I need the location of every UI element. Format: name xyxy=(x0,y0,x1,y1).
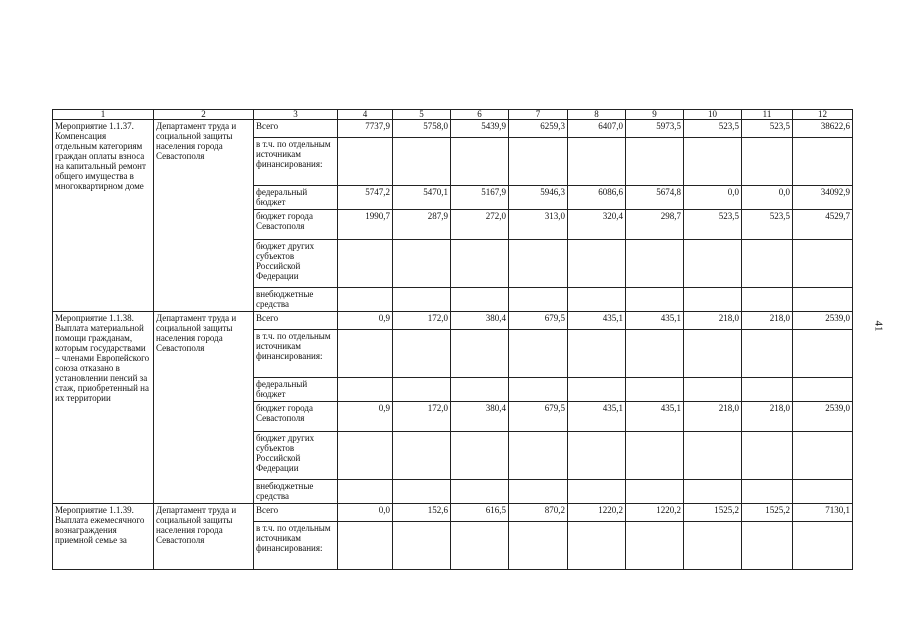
value-cell xyxy=(338,240,393,288)
funding-source-cell: федеральный бюджет xyxy=(254,186,338,210)
value-cell xyxy=(451,288,509,312)
value-cell xyxy=(793,432,853,480)
header-cell: 2 xyxy=(154,110,254,120)
value-cell: 5167,9 xyxy=(451,186,509,210)
value-cell: 7130,1 xyxy=(793,504,853,522)
header-cell: 6 xyxy=(451,110,509,120)
value-cell: 1220,2 xyxy=(568,504,626,522)
value-cell xyxy=(451,432,509,480)
value-cell xyxy=(742,240,793,288)
value-cell: 523,5 xyxy=(742,210,793,240)
value-cell xyxy=(684,378,742,402)
activity-cell: Мероприятие 1.1.38. Выплата материальной помощи гражданам, которым государствами – членами Европейского союза отказано в установлении пенсий за стаж, приобретенный на их территории xyxy=(53,312,154,504)
value-cell xyxy=(793,480,853,504)
header-cell: 1 xyxy=(53,110,154,120)
value-cell: 218,0 xyxy=(742,312,793,330)
value-cell xyxy=(684,480,742,504)
value-cell: 2539,0 xyxy=(793,312,853,330)
value-cell xyxy=(626,138,684,186)
value-cell: 6407,0 xyxy=(568,120,626,138)
value-cell: 6259,3 xyxy=(509,120,568,138)
value-cell: 1990,7 xyxy=(338,210,393,240)
funding-source-cell: бюджет города Севастополя xyxy=(254,402,338,432)
value-cell xyxy=(793,330,853,378)
value-cell xyxy=(684,330,742,378)
value-cell: 313,0 xyxy=(509,210,568,240)
value-cell xyxy=(742,432,793,480)
value-cell xyxy=(393,240,451,288)
value-cell xyxy=(793,378,853,402)
value-cell: 380,4 xyxy=(451,312,509,330)
value-cell: 5973,5 xyxy=(626,120,684,138)
value-cell xyxy=(793,522,853,570)
executor-cell: Департамент труда и социальной защиты населения города Севастополя xyxy=(154,504,254,570)
value-cell: 435,1 xyxy=(626,312,684,330)
value-cell xyxy=(626,522,684,570)
funding-source-cell: внебюджетные средства xyxy=(254,480,338,504)
header-cell: 11 xyxy=(742,110,793,120)
value-cell xyxy=(509,138,568,186)
value-cell xyxy=(793,138,853,186)
header-cell: 8 xyxy=(568,110,626,120)
value-cell xyxy=(568,378,626,402)
table-row xyxy=(53,504,853,522)
header-cell: 3 xyxy=(254,110,338,120)
value-cell: 0,0 xyxy=(742,186,793,210)
value-cell xyxy=(451,330,509,378)
header-cell: 4 xyxy=(338,110,393,120)
value-cell xyxy=(568,240,626,288)
value-cell xyxy=(338,480,393,504)
value-cell xyxy=(509,330,568,378)
value-cell xyxy=(509,480,568,504)
value-cell xyxy=(338,138,393,186)
value-cell: 523,5 xyxy=(684,210,742,240)
value-cell xyxy=(393,378,451,402)
value-cell xyxy=(451,522,509,570)
value-cell xyxy=(684,288,742,312)
value-cell: 2539,0 xyxy=(793,402,853,432)
value-cell: 435,1 xyxy=(568,312,626,330)
value-cell: 1525,2 xyxy=(742,504,793,522)
value-cell xyxy=(338,378,393,402)
value-cell: 5439,9 xyxy=(451,120,509,138)
value-cell: 380,4 xyxy=(451,402,509,432)
funding-source-cell: Всего xyxy=(254,504,338,522)
funding-source-cell: бюджет города Севастополя xyxy=(254,210,338,240)
value-cell: 435,1 xyxy=(568,402,626,432)
value-cell: 172,0 xyxy=(393,402,451,432)
funding-source-cell: бюджет других субъектов Российской Федерации xyxy=(254,240,338,288)
value-cell xyxy=(793,288,853,312)
value-cell: 320,4 xyxy=(568,210,626,240)
activity-cell: Мероприятие 1.1.39. Выплата ежемесячного вознаграждения приемной семье за xyxy=(53,504,154,570)
table-row xyxy=(53,312,853,330)
value-cell: 218,0 xyxy=(684,312,742,330)
value-cell: 0,9 xyxy=(338,312,393,330)
header-cell: 12 xyxy=(793,110,853,120)
value-cell: 435,1 xyxy=(626,402,684,432)
value-cell xyxy=(338,330,393,378)
value-cell xyxy=(626,288,684,312)
executor-cell: Департамент труда и социальной защиты населения города Севастополя xyxy=(154,312,254,504)
budget-table xyxy=(52,109,853,570)
value-cell xyxy=(742,480,793,504)
value-cell xyxy=(684,522,742,570)
value-cell xyxy=(393,432,451,480)
header-cell: 7 xyxy=(509,110,568,120)
value-cell: 5674,8 xyxy=(626,186,684,210)
value-cell xyxy=(451,480,509,504)
value-cell: 1220,2 xyxy=(626,504,684,522)
header-cell: 5 xyxy=(393,110,451,120)
value-cell: 679,5 xyxy=(509,402,568,432)
value-cell xyxy=(451,240,509,288)
value-cell: 0,9 xyxy=(338,402,393,432)
value-cell xyxy=(568,288,626,312)
value-cell: 38622,6 xyxy=(793,120,853,138)
value-cell xyxy=(338,432,393,480)
table-row xyxy=(53,120,853,138)
value-cell: 218,0 xyxy=(742,402,793,432)
value-cell xyxy=(742,378,793,402)
value-cell xyxy=(393,138,451,186)
funding-source-cell: Всего xyxy=(254,120,338,138)
value-cell xyxy=(393,288,451,312)
activity-cell: Мероприятие 1.1.37. Компенсация отдельным категориям граждан оплаты взноса на капитальный ремонт общего имущества в многоквартирном доме xyxy=(53,120,154,312)
value-cell xyxy=(626,480,684,504)
value-cell xyxy=(509,522,568,570)
value-cell xyxy=(626,330,684,378)
funding-source-cell: Всего xyxy=(254,312,338,330)
value-cell xyxy=(568,432,626,480)
header-cell: 10 xyxy=(684,110,742,120)
value-cell: 679,5 xyxy=(509,312,568,330)
funding-source-cell: в т.ч. по отдельным источникам финансирования: xyxy=(254,522,338,570)
value-cell: 152,6 xyxy=(393,504,451,522)
value-cell: 5758,0 xyxy=(393,120,451,138)
value-cell: 523,5 xyxy=(684,120,742,138)
value-cell: 298,7 xyxy=(626,210,684,240)
value-cell: 218,0 xyxy=(684,402,742,432)
value-cell: 287,9 xyxy=(393,210,451,240)
value-cell xyxy=(509,240,568,288)
value-cell: 5946,3 xyxy=(509,186,568,210)
value-cell xyxy=(509,432,568,480)
value-cell xyxy=(393,522,451,570)
value-cell xyxy=(742,330,793,378)
value-cell xyxy=(626,240,684,288)
funding-source-cell: федеральный бюджет xyxy=(254,378,338,402)
funding-source-cell: внебюджетные средства xyxy=(254,288,338,312)
header-cell: 9 xyxy=(626,110,684,120)
value-cell: 34092,9 xyxy=(793,186,853,210)
value-cell xyxy=(742,138,793,186)
value-cell: 523,5 xyxy=(742,120,793,138)
value-cell: 870,2 xyxy=(509,504,568,522)
value-cell xyxy=(338,522,393,570)
value-cell xyxy=(684,138,742,186)
value-cell: 0,0 xyxy=(338,504,393,522)
value-cell xyxy=(568,138,626,186)
page-number: 41 xyxy=(872,320,885,332)
funding-source-cell: бюджет других субъектов Российской Федерации xyxy=(254,432,338,480)
value-cell xyxy=(742,522,793,570)
value-cell xyxy=(626,432,684,480)
value-cell: 1525,2 xyxy=(684,504,742,522)
executor-cell: Департамент труда и социальной защиты населения города Севастополя xyxy=(154,120,254,312)
value-cell: 4529,7 xyxy=(793,210,853,240)
value-cell: 0,0 xyxy=(684,186,742,210)
value-cell xyxy=(568,522,626,570)
value-cell: 5470,1 xyxy=(393,186,451,210)
value-cell: 172,0 xyxy=(393,312,451,330)
value-cell: 6086,6 xyxy=(568,186,626,210)
value-cell xyxy=(684,432,742,480)
value-cell xyxy=(793,240,853,288)
value-cell xyxy=(393,330,451,378)
value-cell xyxy=(509,378,568,402)
value-cell xyxy=(626,378,684,402)
value-cell xyxy=(568,480,626,504)
header-row xyxy=(53,110,853,120)
value-cell: 272,0 xyxy=(451,210,509,240)
value-cell: 616,5 xyxy=(451,504,509,522)
funding-source-cell: в т.ч. по отдельным источникам финансирования: xyxy=(254,330,338,378)
value-cell: 7737,9 xyxy=(338,120,393,138)
value-cell xyxy=(451,378,509,402)
value-cell xyxy=(568,330,626,378)
value-cell xyxy=(742,288,793,312)
value-cell xyxy=(451,138,509,186)
value-cell xyxy=(509,288,568,312)
value-cell xyxy=(393,480,451,504)
value-cell xyxy=(338,288,393,312)
value-cell: 5747,2 xyxy=(338,186,393,210)
funding-source-cell: в т.ч. по отдельным источникам финансирования: xyxy=(254,138,338,186)
value-cell xyxy=(684,240,742,288)
